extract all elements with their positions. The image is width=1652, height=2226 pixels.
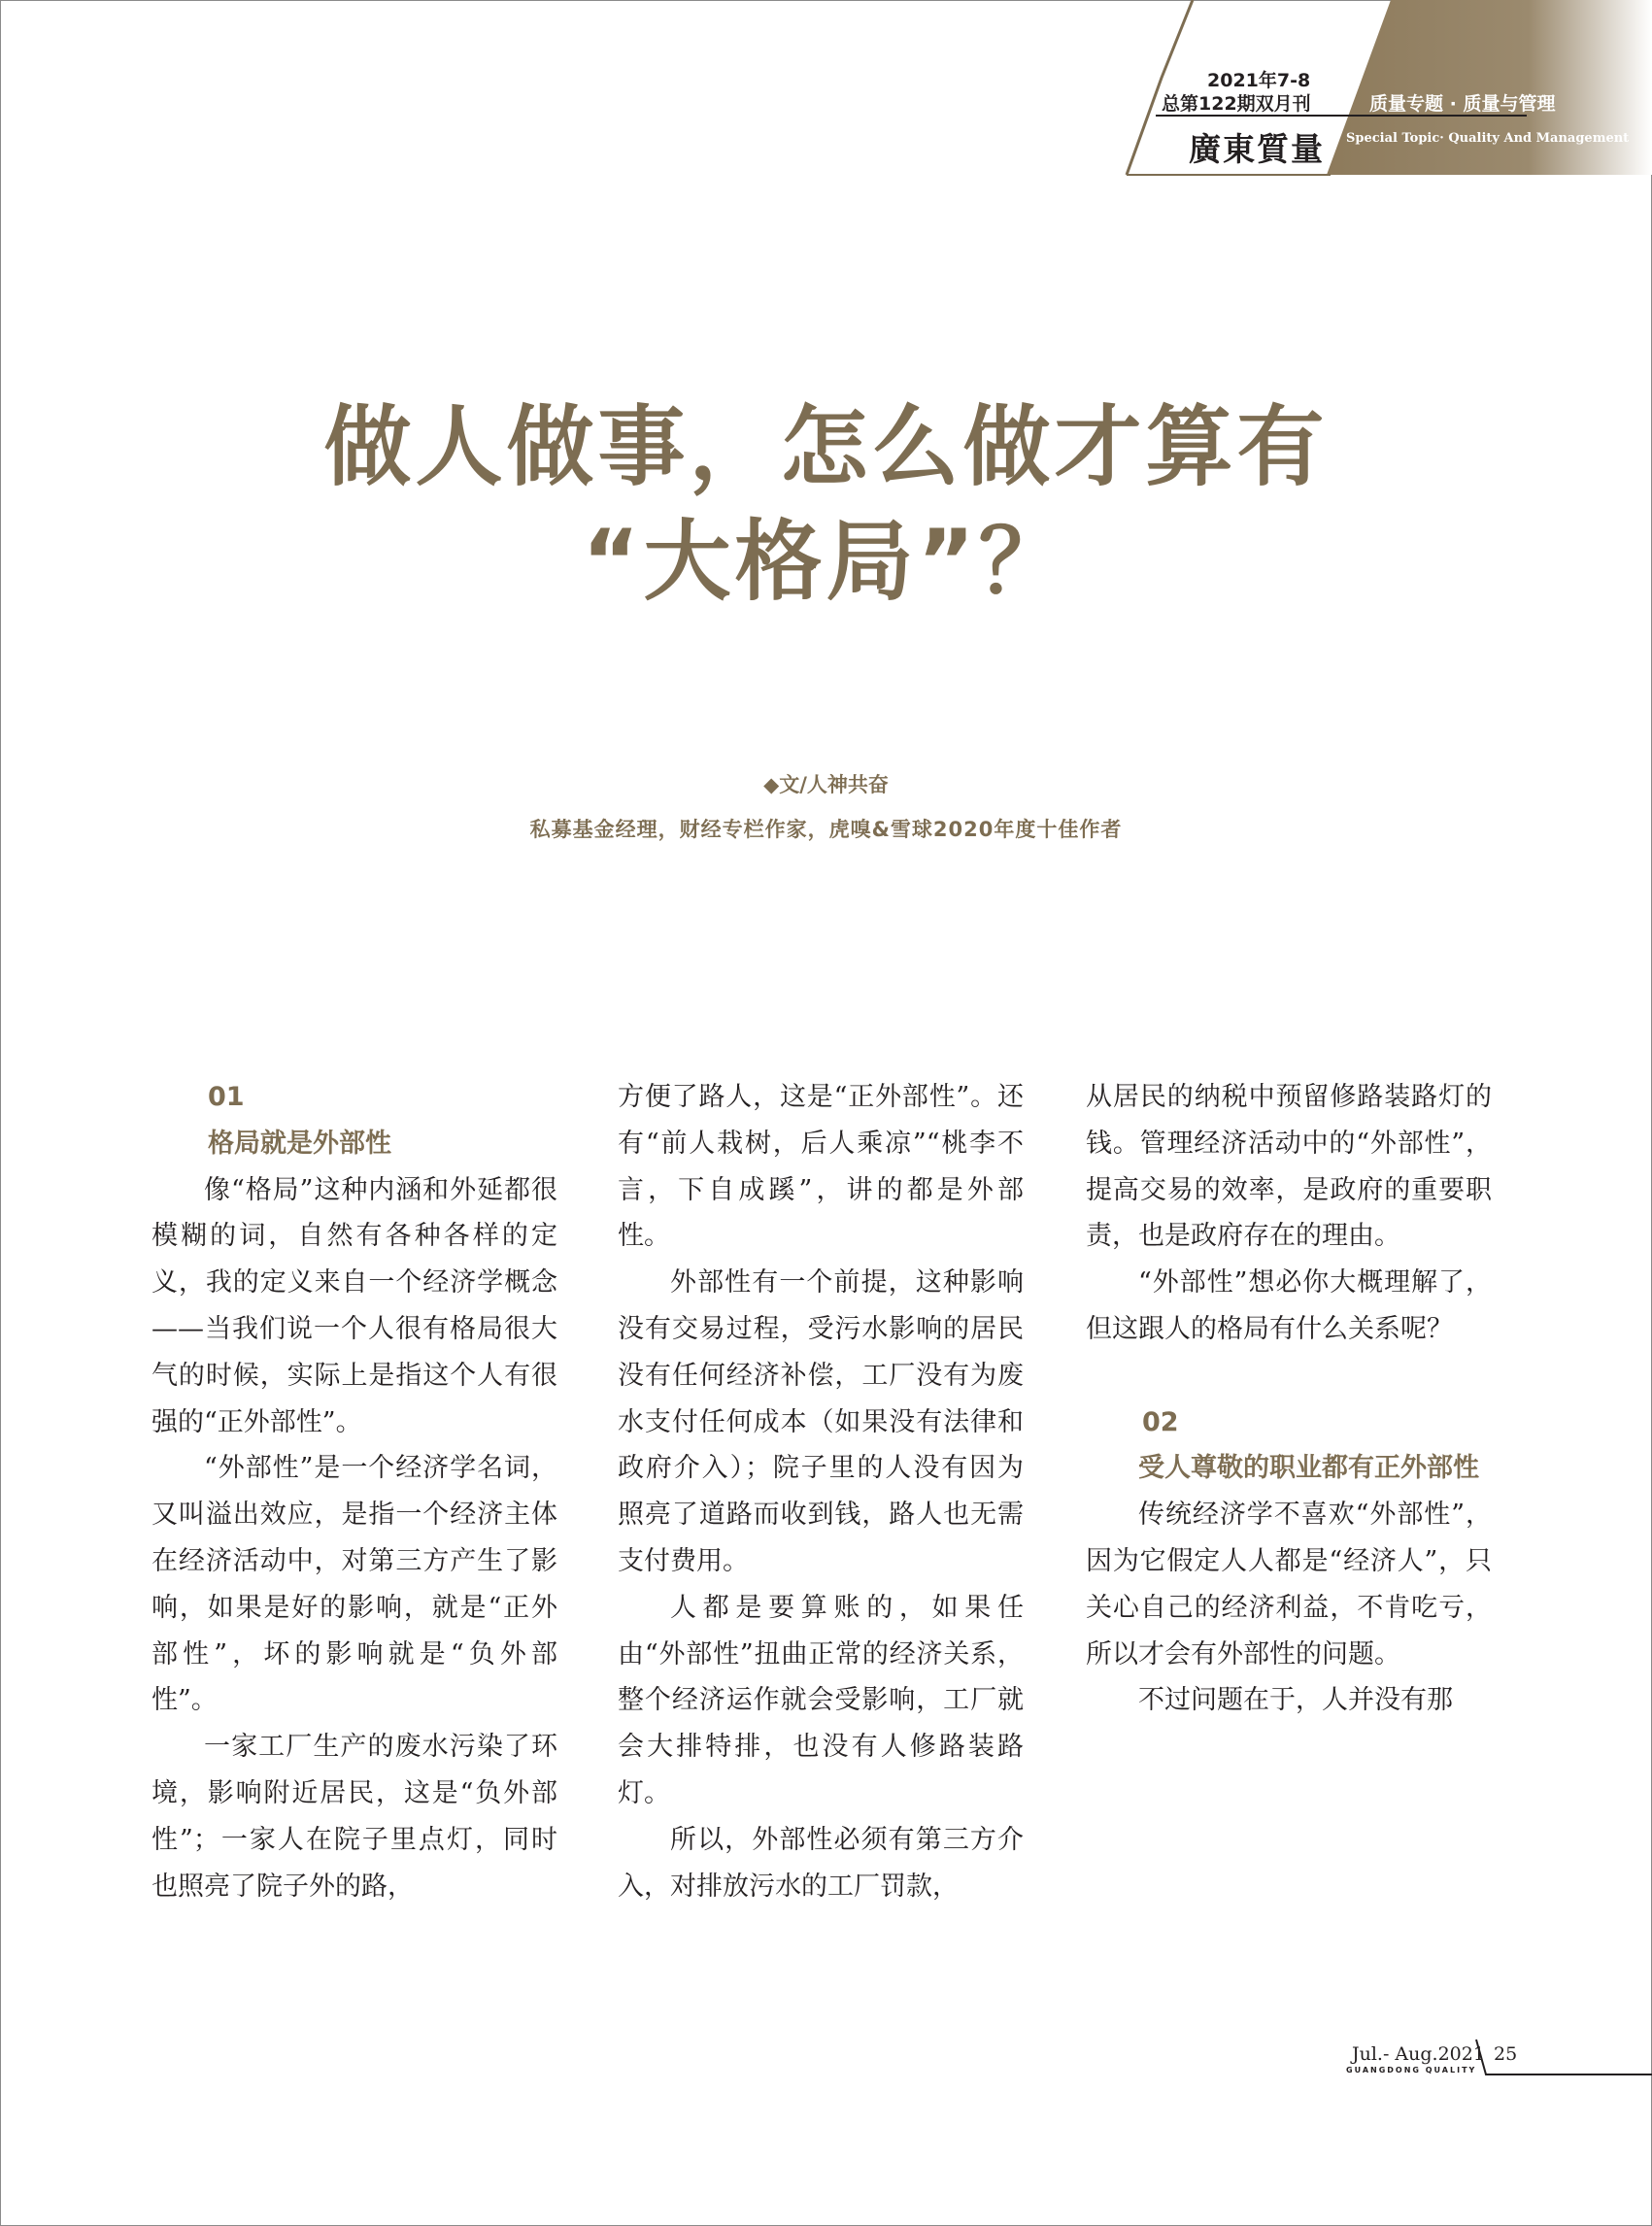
title-line-2: “大格局”？ <box>582 511 1070 613</box>
section-label-en: Special Topic· Quality And Management <box>1346 131 1630 146</box>
body-column-1 <box>152 1074 557 1909</box>
paragraph: 像“格局”这种内涵和外延都很模糊的词，自然有各种各样的定义，我的定义来自一个经济学概念——当我们说一个人很有格局很大气的时候，实际上是指这个人有很强的“正外部性”。 <box>152 1174 557 1437</box>
page-number: 25 <box>1494 2043 1518 2065</box>
paragraph: 传统经济学不喜欢“外部性”，因为它假定人人都是“经济人”，只关心自己的经济利益，不肯吃亏，所以才会有外部性的问题。 <box>1086 1500 1492 1670</box>
paragraph: 外部性有一个前提，这种影响没有交易过程，受污水影响的居民没有任何经济补偿，工厂没有为废水支付任何成本（如果没有法律和政府介入）；院子里的人没有因为照亮了道路而收到钱，路人也无需支付费用。 <box>618 1267 1024 1576</box>
section-title: 格局就是外部性 <box>208 1128 391 1159</box>
paragraph: 从居民的纳税中预留修路装路灯的钱。管理经济活动中的“外部性”，提高交易的效率，是政府的重要职责，也是政府存在的理由。 <box>1086 1082 1492 1252</box>
issue-number: 总第122期双月刊 <box>1162 93 1311 115</box>
section-number: 01 <box>208 1082 245 1112</box>
header-gold-band <box>1327 0 1652 175</box>
paragraph: “外部性”想必你大概理解了，但这跟人的格局有什么关系呢？ <box>1086 1267 1492 1344</box>
paragraph: 所以，外部性必须有第三方介入，对排放污水的工厂罚款， <box>618 1824 1024 1902</box>
paragraph: 一家工厂生产的废水污染了环境，影响附近居民，这是“负外部性”；一家人在院子里点灯，同时也照亮了院子外的路， <box>152 1732 557 1902</box>
paragraph: “外部性”是一个经济学名词，又叫溢出效应，是指一个经济主体在经济活动中，对第三方产生了影响，如果是好的影响，就是“正外部性”，坏的影响就是“负外部性”。 <box>152 1453 557 1716</box>
paragraph: 人都是要算账的，如果任由“外部性”扭曲正常的经济关系，整个经济运作就会受影响，工厂就会大排特排，也没有人修路装路灯。 <box>618 1592 1024 1808</box>
body-column-3 <box>1086 1074 1492 1724</box>
header-diagonal-rule <box>1127 0 1193 175</box>
author-bio: 私募基金经理，财经专栏作家，虎嗅&雪球2020年度十佳作者 <box>529 818 1123 841</box>
paragraph: 方便了路人，这是“正外部性”。还有“前人栽树，后人乘凉”“桃李不言，下自成蹊”，讲的都是外部性。 <box>618 1082 1024 1252</box>
footer-date: Jul.- Aug.2021 <box>1352 2043 1485 2065</box>
footer-brand: GUANGDONG QUALITY <box>1346 2066 1477 2074</box>
article-title <box>0 390 1652 620</box>
section-title: 受人尊敬的职业都有正外部性 <box>1138 1453 1479 1484</box>
issue-date: 2021年7-8 <box>1207 70 1311 91</box>
magazine-logo: 廣東質量 <box>1189 130 1325 168</box>
section-number: 02 <box>1142 1406 1179 1437</box>
author-line: ◆文/人神共奋 <box>763 773 889 796</box>
paragraph: 不过问题在于，人并没有那 <box>1138 1685 1453 1716</box>
title-line-1: 做人做事，怎么做才算有 <box>323 396 1329 498</box>
body-column-2 <box>618 1074 1024 1909</box>
section-spacer <box>1086 1353 1492 1400</box>
section-label-cn: 质量专题 · 质量与管理 <box>1369 93 1556 115</box>
